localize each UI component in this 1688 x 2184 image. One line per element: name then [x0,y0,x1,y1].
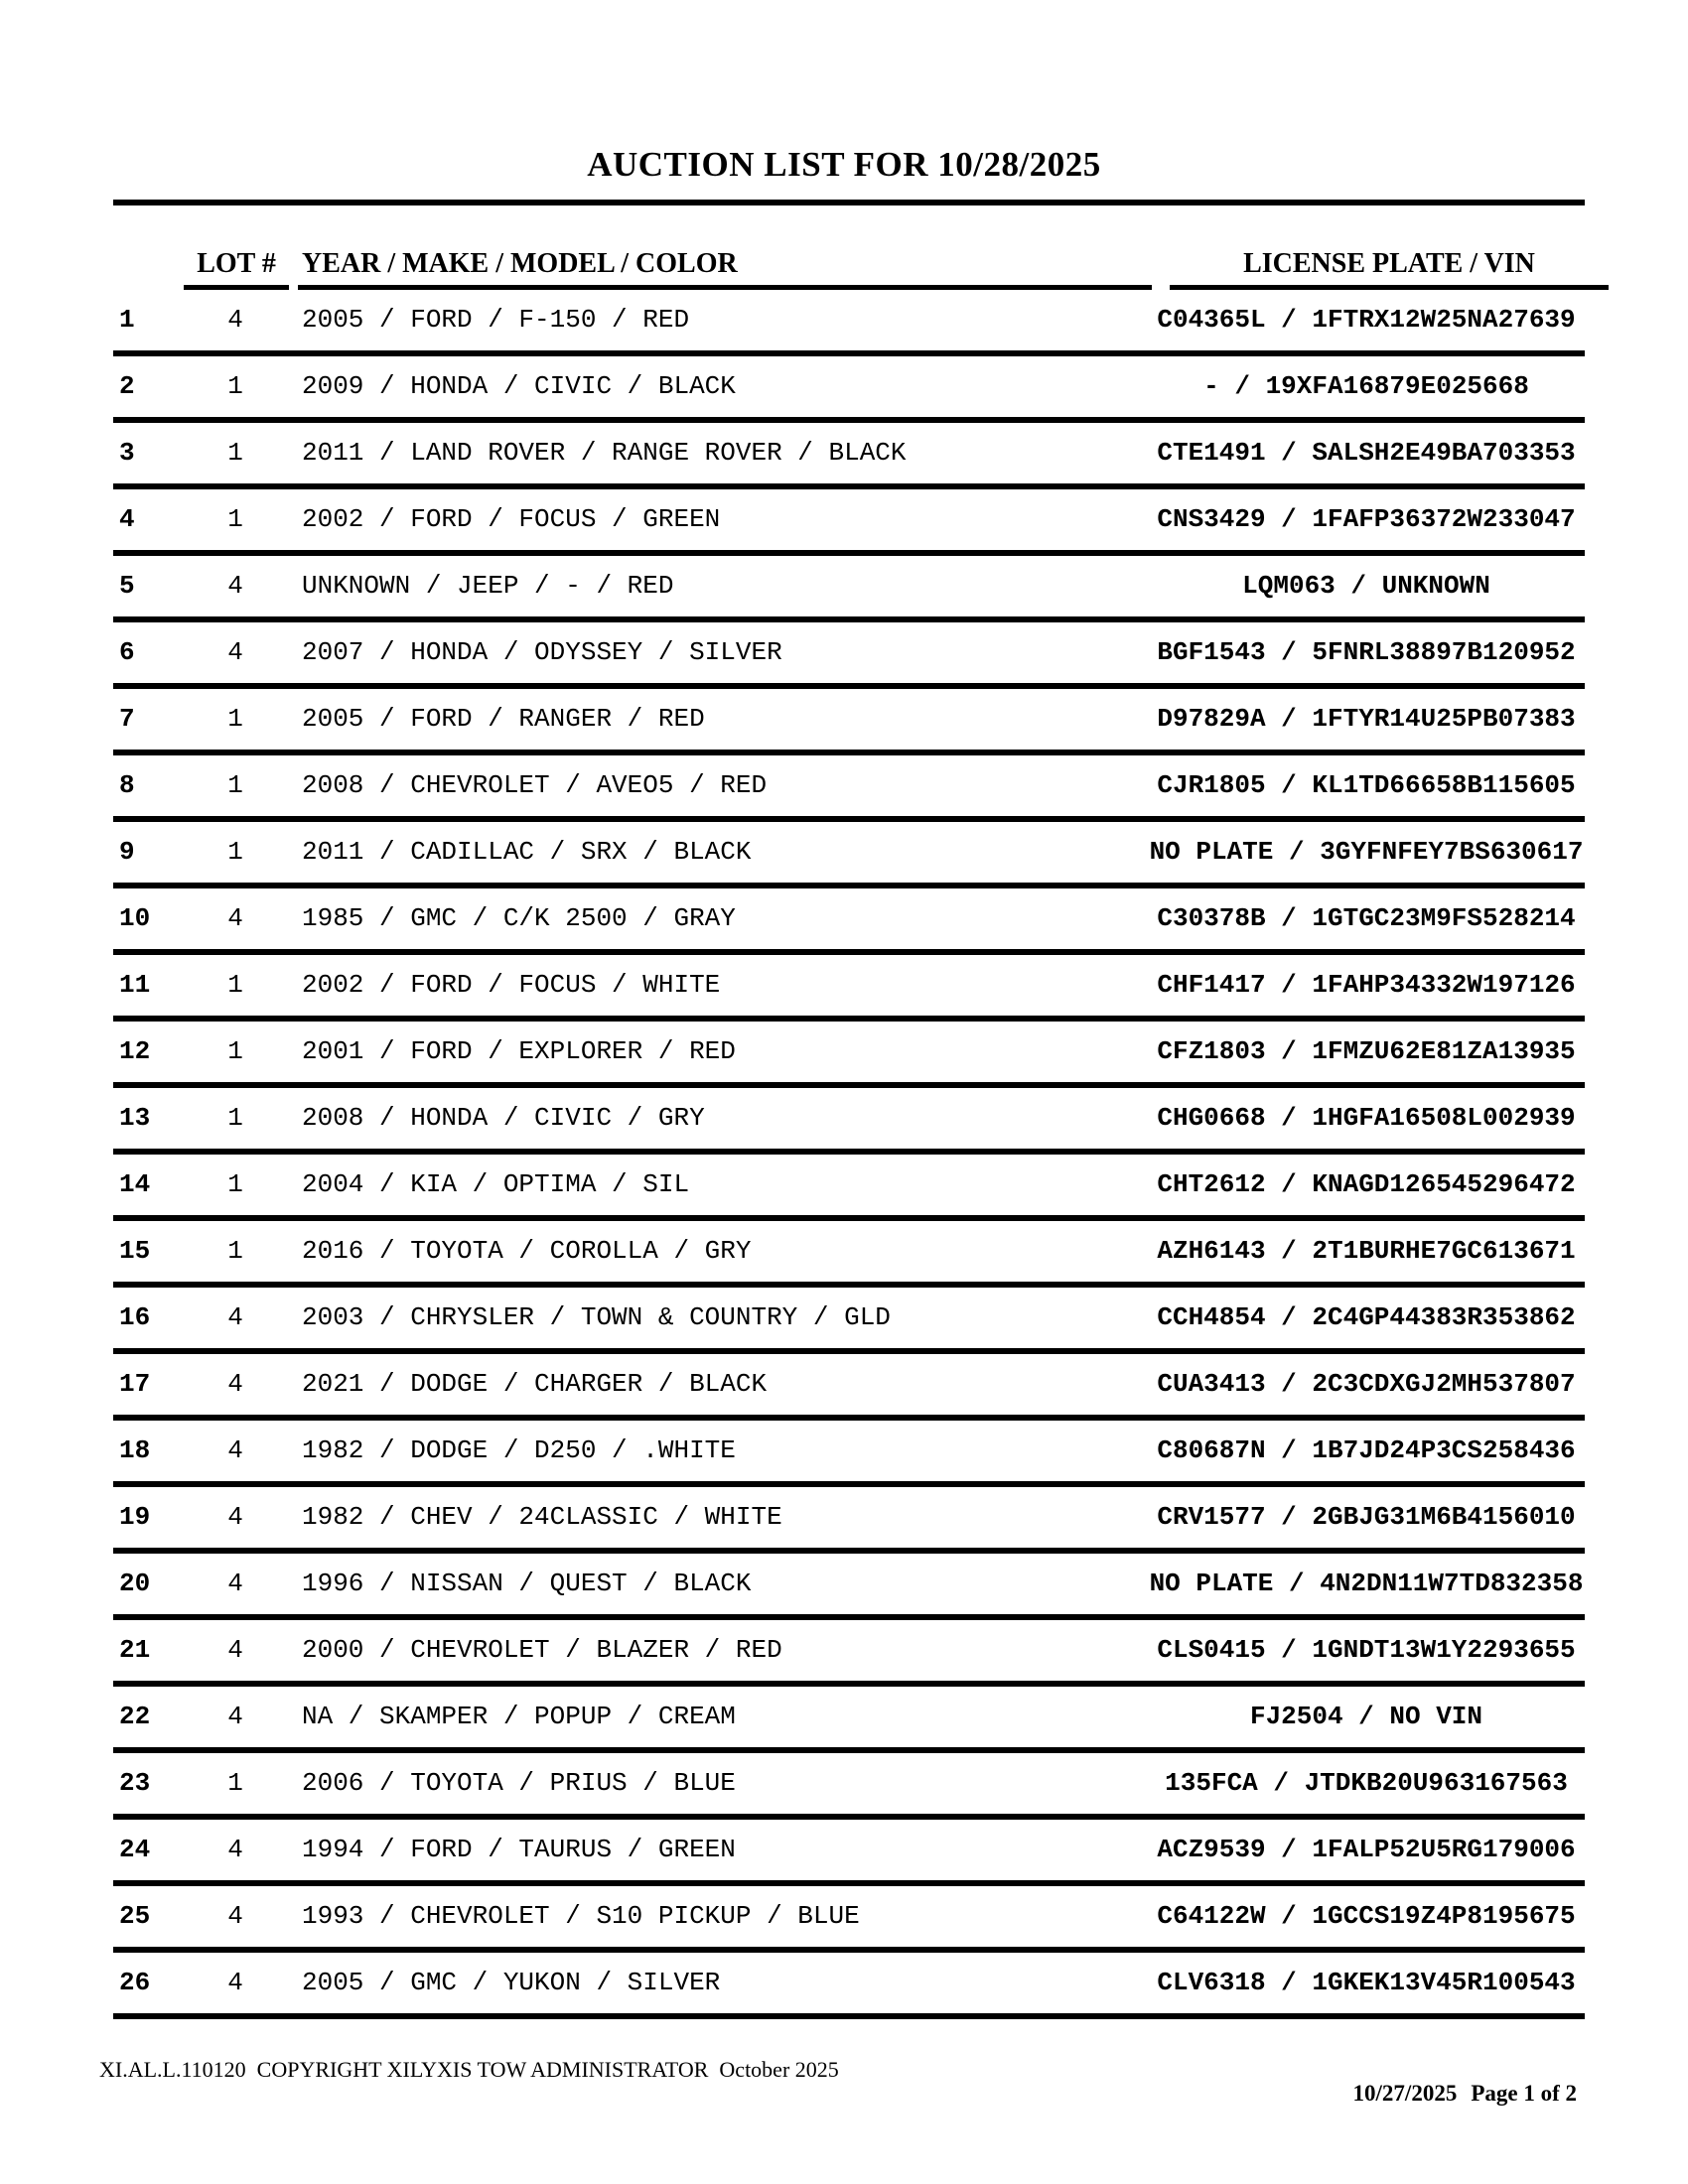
table-row [113,755,1585,822]
row-number: 4 [119,504,135,534]
row-number: 13 [119,1103,151,1133]
row-vehicle-description: 2005 / FORD / RANGER / RED [302,704,705,734]
row-lot-number: 1 [227,1103,243,1133]
table-row [113,1953,1585,2019]
row-lot-number: 1 [227,704,243,734]
row-vehicle-description: 2021 / DODGE / CHARGER / BLACK [302,1369,768,1399]
row-plate-vin: NO PLATE / 3GYFNFEY7BS630617 [1149,837,1584,867]
table-row [113,1620,1585,1687]
row-vehicle-description: 1982 / CHEV / 24CLASSIC / WHITE [302,1502,782,1532]
row-vehicle-description: 1985 / GMC / C/K 2500 / GRAY [302,903,736,933]
row-lot-number: 1 [227,504,243,534]
row-number: 21 [119,1635,151,1665]
row-vehicle-description: 2016 / TOYOTA / COROLLA / GRY [302,1236,752,1266]
row-plate-vin: CRV1577 / 2GBJG31M6B4156010 [1157,1502,1576,1532]
row-plate-vin: LQM063 / UNKNOWN [1242,571,1490,601]
row-plate-vin: NO PLATE / 4N2DN11W7TD832358 [1149,1569,1584,1598]
row-number: 12 [119,1036,151,1066]
row-number: 7 [119,704,135,734]
row-lot-number: 4 [227,1502,243,1532]
auction-table-body [113,290,1585,2019]
footer-copyright: XI.AL.L.110120 COPYRIGHT XILYXIS TOW ADMINISTRATOR October 2025 [99,2057,839,2082]
page-title: AUCTION LIST FOR 10/28/2025 [587,145,1101,184]
row-vehicle-description: 2007 / HONDA / ODYSSEY / SILVER [302,637,782,667]
table-row [113,1221,1585,1288]
footer-date-page [1331,2055,1577,2132]
table-row [113,1487,1585,1554]
row-number: 15 [119,1236,151,1266]
row-vehicle-description: 1994 / FORD / TAURUS / GREEN [302,1835,736,1864]
row-vehicle-description: 2001 / FORD / EXPLORER / RED [302,1036,736,1066]
row-plate-vin: CCH4854 / 2C4GP44383R353862 [1157,1302,1576,1332]
row-lot-number: 4 [227,1635,243,1665]
row-lot-number: 4 [227,571,243,601]
row-plate-vin: CNS3429 / 1FAFP36372W233047 [1157,504,1576,534]
table-row [113,1354,1585,1421]
row-number: 26 [119,1968,151,1997]
row-number: 23 [119,1768,151,1798]
row-vehicle-description: 2005 / GMC / YUKON / SILVER [302,1968,721,1997]
row-lot-number: 4 [227,1835,243,1864]
row-plate-vin: C64122W / 1GCCS19Z4P8195675 [1157,1901,1576,1931]
table-row [113,1088,1585,1155]
row-lot-number: 1 [227,970,243,1000]
row-plate-vin: CUA3413 / 2C3CDXGJ2MH537807 [1157,1369,1576,1399]
row-number: 25 [119,1901,151,1931]
row-vehicle-description: 2002 / FORD / FOCUS / GREEN [302,504,721,534]
row-lot-number: 4 [227,1569,243,1598]
row-plate-vin: BGF1543 / 5FNRL38897B120952 [1157,637,1576,667]
row-lot-number: 1 [227,1768,243,1798]
row-vehicle-description: 2009 / HONDA / CIVIC / BLACK [302,371,736,401]
row-lot-number: 1 [227,371,243,401]
row-number: 10 [119,903,151,933]
row-lot-number: 1 [227,1236,243,1266]
row-vehicle-description: 2002 / FORD / FOCUS / WHITE [302,970,721,1000]
row-lot-number: 4 [227,305,243,335]
table-row [113,1886,1585,1953]
row-number: 16 [119,1302,151,1332]
row-vehicle-description: 1996 / NISSAN / QUEST / BLACK [302,1569,752,1598]
row-plate-vin: CFZ1803 / 1FMZU62E81ZA13935 [1157,1036,1576,1066]
table-row [113,1421,1585,1487]
row-lot-number: 4 [227,903,243,933]
row-plate-vin: CTE1491 / SALSH2E49BA703353 [1157,438,1576,468]
table-row [113,556,1585,622]
row-lot-number: 1 [227,438,243,468]
row-lot-number: 4 [227,1901,243,1931]
row-plate-vin: FJ2504 / NO VIN [1249,1702,1483,1731]
row-plate-vin: CHT2612 / KNAGD126545296472 [1157,1169,1576,1199]
row-vehicle-description: 1993 / CHEVROLET / S10 PICKUP / BLUE [302,1901,860,1931]
row-plate-vin: 135FCA / JTDKB20U963167563 [1165,1768,1568,1798]
row-lot-number: 1 [227,837,243,867]
row-plate-vin: D97829A / 1FTYR14U25PB07383 [1157,704,1576,734]
row-plate-vin: CJR1805 / KL1TD66658B115605 [1157,770,1576,800]
row-plate-vin: CHF1417 / 1FAHP34332W197126 [1157,970,1576,1000]
row-lot-number: 4 [227,1369,243,1399]
row-number: 9 [119,837,135,867]
table-row [113,1753,1585,1820]
row-vehicle-description: 2004 / KIA / OPTIMA / SIL [302,1169,690,1199]
table-row [113,489,1585,556]
row-vehicle-description: 2005 / FORD / F-150 / RED [302,305,690,335]
table-row [113,1554,1585,1620]
row-plate-vin: CLS0415 / 1GNDT13W1Y2293655 [1157,1635,1576,1665]
row-number: 3 [119,438,135,468]
table-row [113,1820,1585,1886]
row-lot-number: 1 [227,1169,243,1199]
row-number: 22 [119,1702,151,1731]
row-vehicle-description: 1982 / DODGE / D250 / .WHITE [302,1435,736,1465]
row-plate-vin: CLV6318 / 1GKEK13V45R100543 [1157,1968,1576,1997]
row-number: 2 [119,371,135,401]
table-row [113,1155,1585,1221]
row-lot-number: 4 [227,1302,243,1332]
row-lot-number: 1 [227,770,243,800]
row-number: 18 [119,1435,151,1465]
table-row [113,1288,1585,1354]
row-number: 11 [119,970,151,1000]
row-plate-vin: C80687N / 1B7JD24P3CS258436 [1157,1435,1576,1465]
row-number: 1 [119,305,135,335]
table-row [113,356,1585,423]
table-row [113,290,1585,356]
row-number: 17 [119,1369,151,1399]
row-plate-vin: - / 19XFA16879E025668 [1203,371,1529,401]
table-row [113,888,1585,955]
row-vehicle-description: 2011 / LAND ROVER / RANGE ROVER / BLACK [302,438,907,468]
title-divider-rule [113,200,1585,205]
table-row [113,822,1585,888]
footer-print-date: 10/27/2025 [1352,2081,1458,2106]
row-number: 14 [119,1169,151,1199]
column-header-vehicle: YEAR / MAKE / MODEL / COLOR [302,248,738,279]
row-vehicle-description: 2008 / CHEVROLET / AVEO5 / RED [302,770,768,800]
row-vehicle-description: UNKNOWN / JEEP / - / RED [302,571,674,601]
table-row [113,622,1585,689]
row-vehicle-description: 2006 / TOYOTA / PRIUS / BLUE [302,1768,736,1798]
table-row [113,955,1585,1022]
row-vehicle-description: 2011 / CADILLAC / SRX / BLACK [302,837,752,867]
row-number: 20 [119,1569,151,1598]
row-number: 8 [119,770,135,800]
column-header-plate-vin: LICENSE PLATE / VIN [1243,248,1535,279]
row-lot-number: 4 [227,637,243,667]
row-number: 5 [119,571,135,601]
row-vehicle-description: NA / SKAMPER / POPUP / CREAM [302,1702,736,1731]
footer-page-number: Page 1 of 2 [1471,2081,1577,2106]
column-header-lot: LOT # [197,248,276,279]
row-number: 24 [119,1835,151,1864]
row-plate-vin: ACZ9539 / 1FALP52U5RG179006 [1157,1835,1576,1864]
row-vehicle-description: 2000 / CHEVROLET / BLAZER / RED [302,1635,782,1665]
row-vehicle-description: 2003 / CHRYSLER / TOWN & COUNTRY / GLD [302,1302,891,1332]
row-lot-number: 4 [227,1435,243,1465]
row-number: 19 [119,1502,151,1532]
row-lot-number: 4 [227,1968,243,1997]
table-row [113,423,1585,489]
row-number: 6 [119,637,135,667]
row-plate-vin: C30378B / 1GTGC23M9FS528214 [1157,903,1576,933]
row-plate-vin: CHG0668 / 1HGFA16508L002939 [1157,1103,1576,1133]
table-row [113,689,1585,755]
table-row [113,1687,1585,1753]
row-lot-number: 4 [227,1702,243,1731]
row-plate-vin: C04365L / 1FTRX12W25NA27639 [1157,305,1576,335]
table-row [113,1022,1585,1088]
row-plate-vin: AZH6143 / 2T1BURHE7GC613671 [1157,1236,1576,1266]
row-lot-number: 1 [227,1036,243,1066]
row-vehicle-description: 2008 / HONDA / CIVIC / GRY [302,1103,705,1133]
